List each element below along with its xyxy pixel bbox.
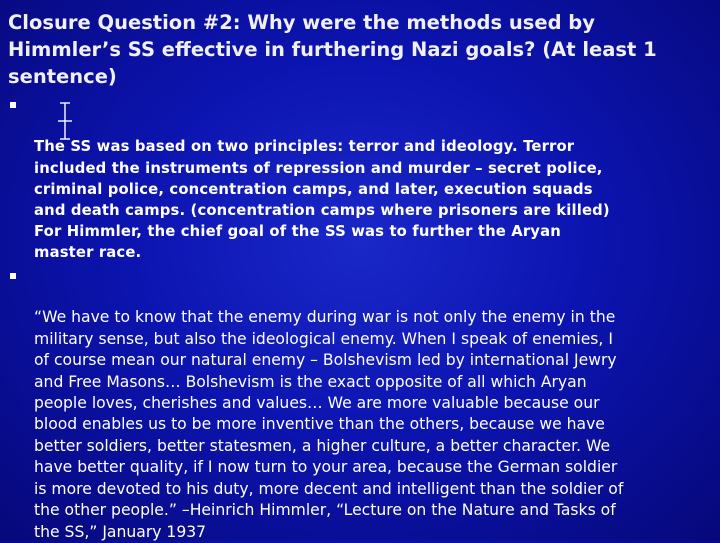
text-cursor-icon bbox=[57, 102, 73, 140]
bullet-list bbox=[10, 94, 715, 543]
bullet-square-icon bbox=[10, 102, 16, 108]
bullet-square-icon bbox=[10, 273, 16, 279]
bullet-text: The SS was based on two principles: terror and ideology. Terror included the instruments of repression and murder – secret police, criminal police, concentration camps, and later, execution squads and death camps. (concentration camps where prisoners are killed) For Himmler, the chief goal of the SS was to further the Aryan master race. bbox=[34, 138, 610, 262]
bullet-item-himmler-quote bbox=[10, 265, 715, 543]
bullet-item-ss-principles bbox=[10, 94, 715, 264]
slide-title: Closure Question #2: Why were the methods used by Himmler’s SS effective in furthering Nazi goals? (At least 1 sentence) bbox=[8, 11, 657, 88]
bullet-text: “We have to know that the enemy during war is not only the enemy in the military sense, but also the ideological enemy. When I speak of enemies, I of course mean our natural enemy – Bolshevism led by international Jewry and Free Masons… Bolshevism is the exact opposite of all which Aryan people loves, cherishes and values… We are more valuable because our blood enables us to be more inventive than the others, because we have better soldiers, better statesmen, a higher culture, a better character. We have better quality, if I now turn to your area, because the German soldier is more devoted to his duty, more decent and intelligent than the soldier of the other people.” –Heinrich Himmler, “Lecture on the Nature and Tasks of the SS,” January 1937 bbox=[34, 308, 624, 541]
